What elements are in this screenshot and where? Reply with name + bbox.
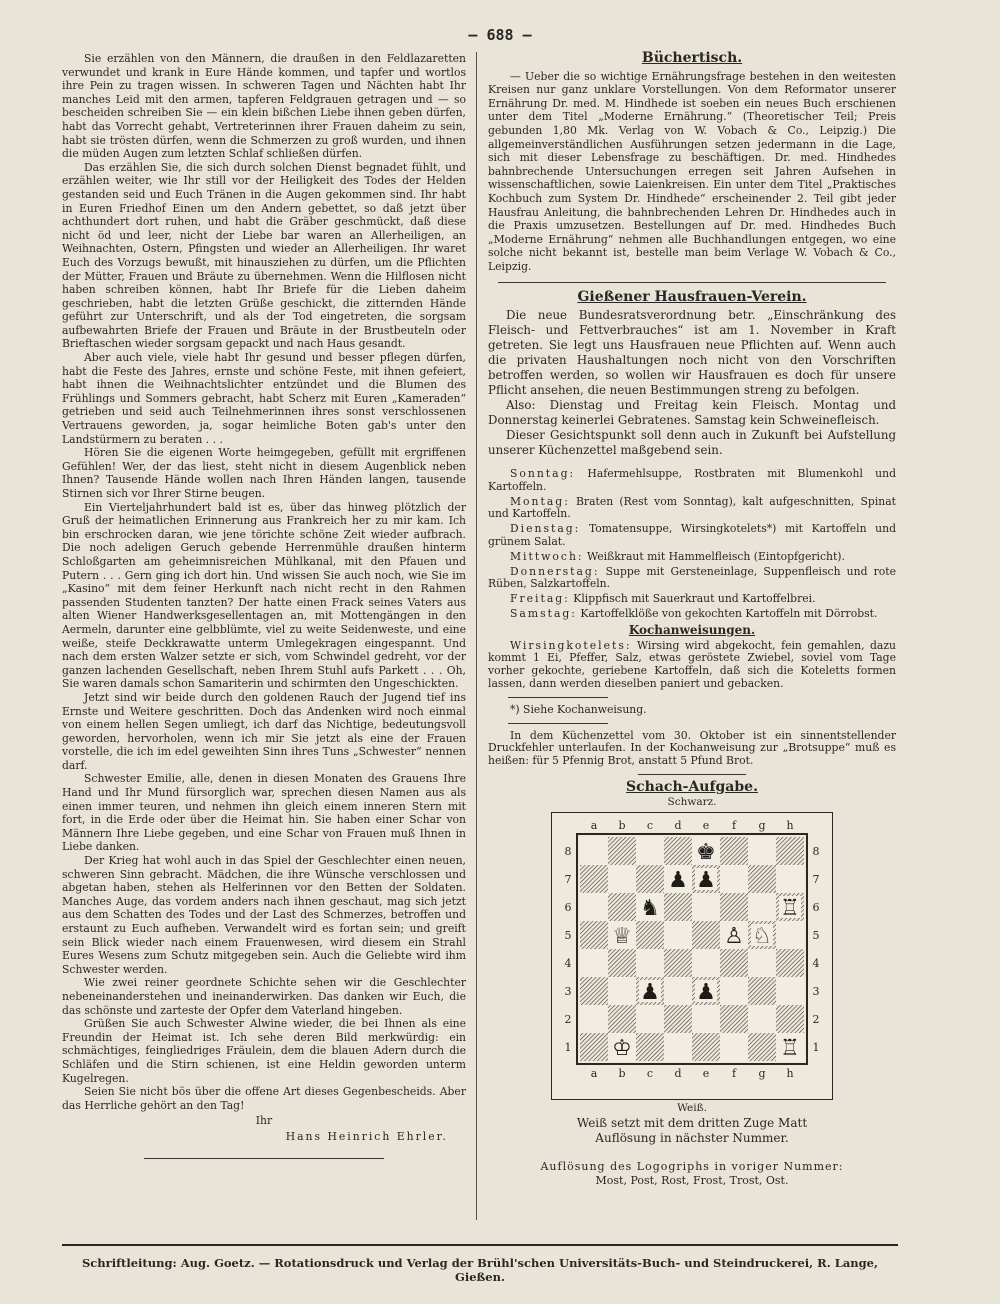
chess-piece: ♖ — [780, 896, 800, 922]
rank-label-left: 3 — [564, 985, 572, 999]
letter-paragraph: Aber auch viele, viele habt Ihr gesund und besser pflegen dürfen, habt die Feste des Jahres, ernste und schöne Feste, mit ihnen gefeiert, habt ihnen die Weihnachtslichter entzündet und die Blumen des Frühlings und Sommers gebracht, habt Scherz mit Euren „Kameraden“ getrieben und seid auch Teilnehmerinnen ihres sonst verschlossenen Vertrauens geworden, ja, sogar heimliche Boten gab's unter den Landstürmern zu beraten . . . — [62, 351, 466, 446]
board-square — [580, 865, 608, 893]
file-label-bottom: c — [646, 1067, 654, 1081]
board-square — [664, 837, 692, 865]
end-rule — [144, 1158, 384, 1159]
board-square — [636, 921, 664, 949]
verein-heading: Gießener Hausfrauen-Verein. — [577, 288, 807, 305]
board-square — [608, 949, 636, 977]
imprint: Schriftleitung: Aug. Goetz. — Rotationsdruck und Verlag der Brühl'schen Universitäts-Buch- und Steindruckerei, R. Lange, Gießen. — [82, 1256, 878, 1284]
menu-day: Mittwoch: — [510, 549, 584, 563]
file-label-bottom: f — [731, 1067, 737, 1081]
footnote-rule — [508, 697, 608, 698]
logogriph-answer: Most, Post, Rost, Frost, Trost, Ost. — [595, 1173, 789, 1187]
board-square — [636, 865, 664, 893]
page-number: — 688 — — [468, 26, 532, 44]
correction-note: In dem Küchenzettel vom 30. Oktober ist ein sinnentstellender Druckfehler unterlaufen. In der Kochanweisung zur „Brotsuppe“ muß es heißen: für 5 Pfennig Brot, anstatt 5 Pfund Brot. — [488, 728, 896, 768]
rank-label-left: 7 — [564, 873, 572, 887]
menu-text: Klippfisch mit Sauerkraut und Kartoffelbrei. — [573, 592, 816, 606]
rank-label-left: 5 — [564, 929, 572, 943]
board-square — [692, 1005, 720, 1033]
footnote: *) Siehe Kochanweisung. — [510, 702, 647, 716]
board-square — [692, 921, 720, 949]
verein-paragraph: Dieser Gesichtspunkt soll denn auch in Zukunft bei Aufstellung unserer Küchenzettel maßgebend sein. — [488, 428, 896, 458]
letter-paragraph: Schwester Emilie, alle, denen in diesen Monaten des Grauens Ihre Hand und Ihr Mund fürsorglich war, sprechen diesen Namen aus als einen immer teuren, und nehmen ihn gleich einem inneren Stern mit fort, in die Erde oder über die Heimat hin. Sie haben einer Schar von Männern Ihre Liebe gegeben, und eine Schar von Frauen muß Ihnen in Liebe danken. — [62, 772, 466, 854]
letter-paragraph: Das erzählen Sie, die sich durch solchen Dienst begnadet fühlt, und erzählen weiter, wie Ihr still vor der Heiligkeit des Todes der Helden gestanden seid und Euch Tränen in die Augen gekommen sind. Ihr habt in Euren Friedhof Einen um den Andern gebettet, so daß jetzt über achthundert dort ruhen, und habt die Gräber geschmückt, daß diese nicht öd und leer, nicht der Liebe bar waren an Allerheiligen, an Weihnachten, Ostern, Pfingsten und wieder an Allerheiligen. Ihr waret Euch des Vorzugs bewußt, mit hinausziehen zu dürfen, um die Pflichten der Mütter, Frauen und Bräute zu übernehmen. Wenn die Hilflosen nicht haben schreiben können, habt Ihr Briefe für die Lieben daheim geschrieben, habt die letzten Grüße geschickt, die zitternden Hände geführt zur Unterschrift, und als der Tod eingetreten, die sorgsam aufbewahrten Briefe der Frauen und Bräute in der Brustbeuteln oder Brieftaschen wieder sorgsam gepackt und nach Haus gesandt. — [62, 160, 466, 351]
file-label-top: h — [786, 819, 794, 833]
board-square — [748, 893, 776, 921]
board-square — [664, 949, 692, 977]
board-square — [580, 1005, 608, 1033]
menu-day: Samstag: — [510, 607, 577, 621]
logogriph-heading: Auflösung des Logogriphs in voriger Nummer: — [540, 1159, 844, 1173]
white-label: Weiß. — [677, 1102, 707, 1115]
board-square — [664, 921, 692, 949]
rank-label-right: 7 — [812, 873, 820, 887]
file-label-bottom: g — [758, 1067, 766, 1081]
board-square — [580, 837, 608, 865]
chess-piece: ♟ — [696, 868, 716, 894]
file-label-bottom: h — [786, 1067, 794, 1081]
letter-paragraph: Ein Vierteljahrhundert bald ist es, über das hinweg plötzlich der Gruß der heimatlichen Erinnerung aus Frankreich her zu mir kam. Ich bin erschrocken daran, wie jene törichte schöne Zeit wieder aufbrach. Die noch adeligen Geruch gebende Herrenmühle draußen hinterm Schloßgarten am geheimnisreichen Mühlkanal, mit den Pfauen und Putern . . . Gern ging ich dort hin. Und wissen Sie auch noch, wie Sie im „Kasino“ mit dem feiner Herkunft nach nicht recht in den Rahmen passenden Studenten tanzten? Der hatte einen Frack seines Vaters aus alten Wiener Handwerksgesellentagen an, mit Mottengängen in den Aermeln, darunter eine gelbblümte, viel zu weite Seidenweste, und eine weiße, steife Deckkrawatte unterm Umlegekragen eingespannt. Und nach dem ersten Walzer setzte er sich, vom Schwindel gedreht, vor der ganzen lachenden Gesellschaft, neben Ihrem Stuhl aufs Parkett . . . Oh, Sie waren damals schon Samariterin und schirmten den Ungeschickten. — [62, 500, 466, 691]
chess-piece: ♟ — [668, 868, 688, 894]
board-square — [748, 865, 776, 893]
right-column — [488, 52, 896, 1188]
chess-heading: Schach-Aufgabe. — [626, 779, 758, 796]
file-label-top: c — [646, 819, 654, 833]
menu-item — [488, 496, 896, 522]
recipe-text: Wirsing wird abgekocht, fein gemahlen, dazu kommt 1 Ei, Pfeffer, Salz, etwas geröstete Zwiebel, soviel vom Tage vorher gekochte, geriebene Kartoffeln, daß sich die Koteletts formen lassen, dann werden dieselben paniert und gebacken. — [488, 638, 897, 691]
board-square — [720, 893, 748, 921]
rank-label-right: 5 — [812, 929, 820, 943]
board-square — [720, 1005, 748, 1033]
file-label-top: f — [731, 819, 737, 833]
black-label: Schwarz. — [667, 795, 717, 808]
file-label-bottom: b — [618, 1067, 626, 1081]
menu-day: Donnerstag: — [510, 564, 600, 578]
recipe-name: Wirsingkotelets: — [510, 638, 632, 652]
rank-label-right: 1 — [812, 1041, 820, 1055]
menu-day: Dienstag: — [510, 522, 581, 536]
board-square — [776, 1005, 804, 1033]
chess-piece: ♘ — [752, 924, 772, 950]
board-square — [720, 949, 748, 977]
letter-paragraph: Der Krieg hat wohl auch in das Spiel der Geschlechter einen neuen, schweren Sinn gebracht. Mädchen, die ihre Wünsche verschlossen und abgetan haben, stehen als Helferinnen vor den Betten der Soldaten. Manches Auge, das vordem anders nach ihnen geschaut, mag sich jetzt aus dem Schatten des Todes und der Last des Schmerzes, betroffen und erstaunt zu Euch aufheben. Verwandelt wird es fortan sein; und greift sein Blick wieder nach einem Frauenwesen, wird diesem ein Strahl Eures Wesens zum Schutz mitgegeben sein. Auch die Geliebte wird ihm Schwester werden. — [62, 854, 466, 976]
file-label-top: b — [618, 819, 626, 833]
board-square — [776, 921, 804, 949]
board-square — [776, 949, 804, 977]
board-square — [748, 1033, 776, 1061]
chess-piece: ♟ — [640, 980, 660, 1006]
verein-intro — [488, 308, 896, 458]
letter-closing: Ihr — [255, 1114, 273, 1128]
logogriph-solution — [488, 1160, 896, 1188]
board-square — [664, 977, 692, 1005]
chess-board — [552, 813, 832, 1099]
board-square — [776, 837, 804, 865]
letter-column — [62, 52, 466, 1159]
board-square — [580, 1033, 608, 1061]
menu-item — [488, 523, 896, 549]
chess-piece: ♔ — [612, 1036, 632, 1062]
menu-item — [488, 608, 896, 621]
board-square — [580, 949, 608, 977]
letter-paragraph: Wie zwei reiner geordnete Schichte sehen wir die Geschlechter nebeneinanderstehen und ineinanderwirken. Das danken wir Euch, die das schönste und zarteste der Opfer dem Vaterland hingeben. — [62, 976, 466, 1017]
file-label-top: g — [758, 819, 766, 833]
board-square — [748, 837, 776, 865]
board-square — [664, 1005, 692, 1033]
chess-piece: ♙ — [724, 924, 744, 950]
column-divider — [476, 52, 477, 1220]
menu-text: Hafermehlsuppe, Rostbraten mit Blumenkohl und Kartoffeln. — [488, 467, 896, 493]
chess-piece: ♞ — [640, 896, 660, 922]
board-square — [720, 1033, 748, 1061]
weekly-menu — [488, 468, 896, 768]
menu-text: Weißkraut mit Hammelfleisch (Eintopfgericht). — [587, 549, 845, 563]
board-square — [720, 837, 748, 865]
board-square — [692, 893, 720, 921]
board-square — [748, 1005, 776, 1033]
footnote-rule — [508, 723, 608, 724]
letter-paragraph: Grüßen Sie auch Schwester Alwine wieder, die bei Ihnen als eine Freundin der Heimat ist. Ich sehe deren Bild merkwürdig: ein schmächtiges, feingliedriges Fräulein, dem die blauen Adern durch die Schläfen und die Stirn schienen, ist eine Heldin geworden unterm Kugelregen. — [62, 1017, 466, 1085]
file-label-bottom: a — [590, 1067, 598, 1081]
menu-item — [488, 551, 896, 564]
board-square — [748, 977, 776, 1005]
menu-item — [488, 566, 896, 592]
file-label-bottom: d — [674, 1067, 682, 1081]
menu-text: Tomatensuppe, Wirsingkotelets*) mit Kartoffeln und grünem Salat. — [488, 522, 896, 549]
board-square — [720, 865, 748, 893]
board-square — [608, 1005, 636, 1033]
menu-item — [488, 468, 896, 494]
board-square — [608, 865, 636, 893]
menu-day: Sonntag: — [510, 467, 576, 481]
board-square — [720, 977, 748, 1005]
menu-text: Kartoffelklöße von gekochten Kartoffeln mit Dörrobst. — [580, 607, 878, 621]
section-rule — [498, 282, 886, 283]
board-square — [636, 949, 664, 977]
kochanweisung — [488, 640, 896, 691]
letter-paragraph: Jetzt sind wir beide durch den goldenen Rauch der Jugend tief ins Ernste und Weitere geschritten. Doch das Andenken wird noch einmal von einem hellen Segen umliegt, ich darf das Nichtige, bedeutungsvoll geworden, hervorholen, wenn ich mir Sie jetzt als eine der Frauen vorstelle, die ich im edel geweihten Sinn ihres Tuns „Schwester“ nennen darf. — [62, 690, 466, 772]
board-square — [664, 1033, 692, 1061]
file-label-top: e — [702, 819, 710, 833]
footer-rule — [62, 1244, 898, 1246]
board-square — [580, 893, 608, 921]
letter-signature: Hans Heinrich Ehrler. — [285, 1129, 448, 1143]
chess-caption-solution: Auflösung in nächster Nummer. — [595, 1130, 789, 1145]
section-rule — [638, 774, 746, 775]
menu-day: Freitag: — [510, 592, 570, 606]
file-label-top: a — [590, 819, 598, 833]
rank-label-right: 8 — [812, 845, 820, 859]
board-square — [608, 977, 636, 1005]
menu-text: Braten (Rest vom Sonntag), kalt aufgeschnitten, Spinat und Kartoffeln. — [488, 494, 897, 521]
verein-paragraph: Die neue Bundesratsverordnung betr. „Einschränkung des Fleisch- und Fettverbrauches“ ist am 1. November in Kraft getreten. Sie legt uns Hausfrauen neue Pflichten auf. Wenn auch die privaten Haushaltungen noch nicht von den Vorschriften betroffen werden, so wollen wir Hausfrauen es doch für unsere Pflicht ansehen, die neuen Bestimmungen streng zu befolgen. — [488, 308, 896, 398]
rank-label-right: 2 — [812, 1013, 820, 1027]
menu-text: Suppe mit Gersteneinlage, Suppenfleisch und rote Rüben, Salzkartoffeln. — [488, 564, 896, 591]
board-square — [776, 977, 804, 1005]
letter-paragraph: Sie erzählen von den Männern, die draußen in den Feldlazaretten verwundet und krank in Eure Hände kommen, und tapfer und wortlos ihre Pein zu tragen wissen. In schweren Tagen und Nächten habt Ihr manches Leid mit den armen, tapferen Feldgrauen getragen und — so bescheiden schreiben Sie — ein klein bißchen Liebe ihnen geben dürfen, habt das Vorrecht gehabt, Vertreterinnen ihrer Frauen daheim zu sein, habt sie trösten dürfen, wenn die Schmerzen zu groß wurden, und ihnen die müden Augen zum letzten Schlaf schließen dürfen. — [62, 52, 466, 161]
buechertisch-heading: Büchertisch. — [641, 50, 743, 66]
buechertisch-text: — Ueber die so wichtige Ernährungsfrage bestehen in den weitesten Kreisen nur ganz unklare Vorstellungen. Von dem Reformator unserer Ernährung Dr. med. M. Hindhede ist soeben ein neues Buch erschienen unter dem Titel „Moderne Ernährung.“ (Theoretischer Teil; Preis gebunden 1,80 Mk. Verlag von W. Vobach & Co., Leipzig.) Die allgemeinverständlichen Ausführungen setzen jedermann in die Lage, sich mit dieser Lebensfrage zu beschäftigen. Dr. med. Hindhedes bahnbrechende Untersuchungen erregen seit Jahren Aufsehen in wissenschaftlichen, sowie Laienkreisen. Ein unter dem Titel „Praktisches Kochbuch zum System Dr. Hindhede“ erscheinender 2. Teil gibt jeder Hausfrau Anleitung, die bahnbrechenden Lehren Dr. Hindhedes auch in die Praxis umzusetzen. Bestellungen auf Dr. med. Hindhedes Buch „Moderne Ernährung“ nehmen alle Buchhandlungen entgegen, wo eine solche nicht bekannt ist, bestelle man beim Verlage W. Vobach & Co., Leipzig. — [488, 69, 896, 273]
rank-label-right: 4 — [812, 957, 820, 971]
board-square — [748, 949, 776, 977]
kochanweisungen-heading: Kochanweisungen. — [628, 622, 756, 637]
rank-label-left: 1 — [564, 1041, 572, 1055]
board-square — [580, 977, 608, 1005]
chess-caption: Weiß setzt mit dem dritten Zuge Matt — [576, 1115, 808, 1130]
rank-label-right: 6 — [812, 901, 820, 915]
rank-label-left: 4 — [564, 957, 572, 971]
rank-label-left: 8 — [564, 845, 572, 859]
board-square — [636, 1005, 664, 1033]
board-square — [664, 893, 692, 921]
board-square — [776, 865, 804, 893]
board-square — [692, 1033, 720, 1061]
board-square — [692, 949, 720, 977]
verein-paragraph: Also: Dienstag und Freitag kein Fleisch. Montag und Donnerstag keinerlei Gebratenes. Samstag kein Schweinefleisch. — [488, 398, 896, 428]
file-label-top: d — [674, 819, 682, 833]
rank-label-left: 2 — [564, 1013, 572, 1027]
chess-piece: ♟ — [696, 980, 716, 1006]
rank-label-left: 6 — [564, 901, 572, 915]
rank-label-right: 3 — [812, 985, 820, 999]
letter-paragraph: Hören Sie die eigenen Worte heimgegeben, gefüllt mit ergriffenen Gefühlen! Wer, der das liest, steht nicht in diesem Augenblick neben Ihnen? Tausende Hände wollen nach Ihren Händen langen, tausende Stirnen sich vor Ihrer Stirne beugen. — [62, 446, 466, 500]
chess-piece: ♖ — [780, 1036, 800, 1062]
board-square — [636, 1033, 664, 1061]
menu-day: Montag: — [510, 494, 570, 508]
chess-piece: ♚ — [696, 840, 716, 866]
board-square — [636, 837, 664, 865]
board-square — [580, 921, 608, 949]
chess-piece: ♕ — [612, 924, 632, 950]
menu-item — [488, 593, 896, 606]
board-square — [608, 837, 636, 865]
letter-paragraph: Seien Sie nicht bös über die offene Art dieses Gegenbescheids. Aber das Herrliche gehört an den Tag! — [62, 1085, 466, 1112]
board-square — [608, 893, 636, 921]
chess-board-frame — [551, 812, 833, 1100]
file-label-bottom: e — [702, 1067, 710, 1081]
